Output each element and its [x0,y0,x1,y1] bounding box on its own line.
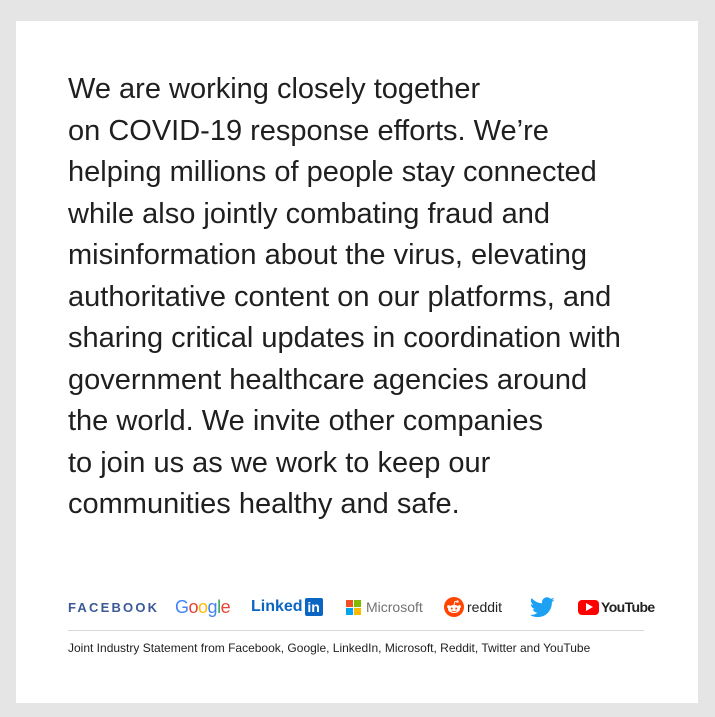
statement-text [68,69,668,526]
youtube-wordmark: YouTube [601,599,655,615]
statement-line: to join us as we work to keep our [68,446,491,479]
microsoft-squares-icon [346,600,361,615]
statement-line: on COVID-19 response efforts. We’re [68,114,549,147]
company-logos-row [68,594,655,620]
facebook-logo: FACEBOOK [68,599,160,615]
statement-card [16,21,698,703]
statement-line: helping millions of people stay connected [68,156,597,188]
divider [68,630,644,631]
google-logo [175,594,230,620]
statement-line: authoritative content on our platforms, and [68,280,612,313]
linkedin-logo [251,594,323,620]
google-letter: o [188,596,199,617]
reddit-logo [444,594,502,620]
linkedin-wordmark: Linked [251,598,303,615]
statement-line: while also jointly combating fraud and [68,197,550,230]
statement-line: We are working closely together [68,73,481,105]
microsoft-logo [346,594,423,620]
linkedin-in-icon: in [305,598,323,616]
google-letter: o [198,596,208,617]
microsoft-wordmark: Microsoft [366,599,423,615]
reddit-alien-icon [444,597,464,617]
google-letter: G [175,596,189,617]
reddit-wordmark: reddit [467,599,503,615]
statement-line: sharing critical updates in coordination with [68,322,621,354]
statement-line: the world. We invite other companies [68,405,543,437]
youtube-play-icon [578,600,599,615]
google-letter: l [217,596,221,617]
google-letter: e [220,596,231,617]
joint-statement-caption: Joint Industry Statement from Facebook, Google, LinkedIn, Microsoft, Reddit, Twitter and YouTube [68,641,591,655]
google-letter: g [207,596,218,617]
youtube-logo [578,594,655,620]
statement-line: government healthcare agencies around [68,363,588,396]
twitter-bird-icon [530,594,555,620]
statement-line: misinformation about the virus, elevating [68,239,588,271]
statement-line: communities healthy and safe. [68,488,460,520]
